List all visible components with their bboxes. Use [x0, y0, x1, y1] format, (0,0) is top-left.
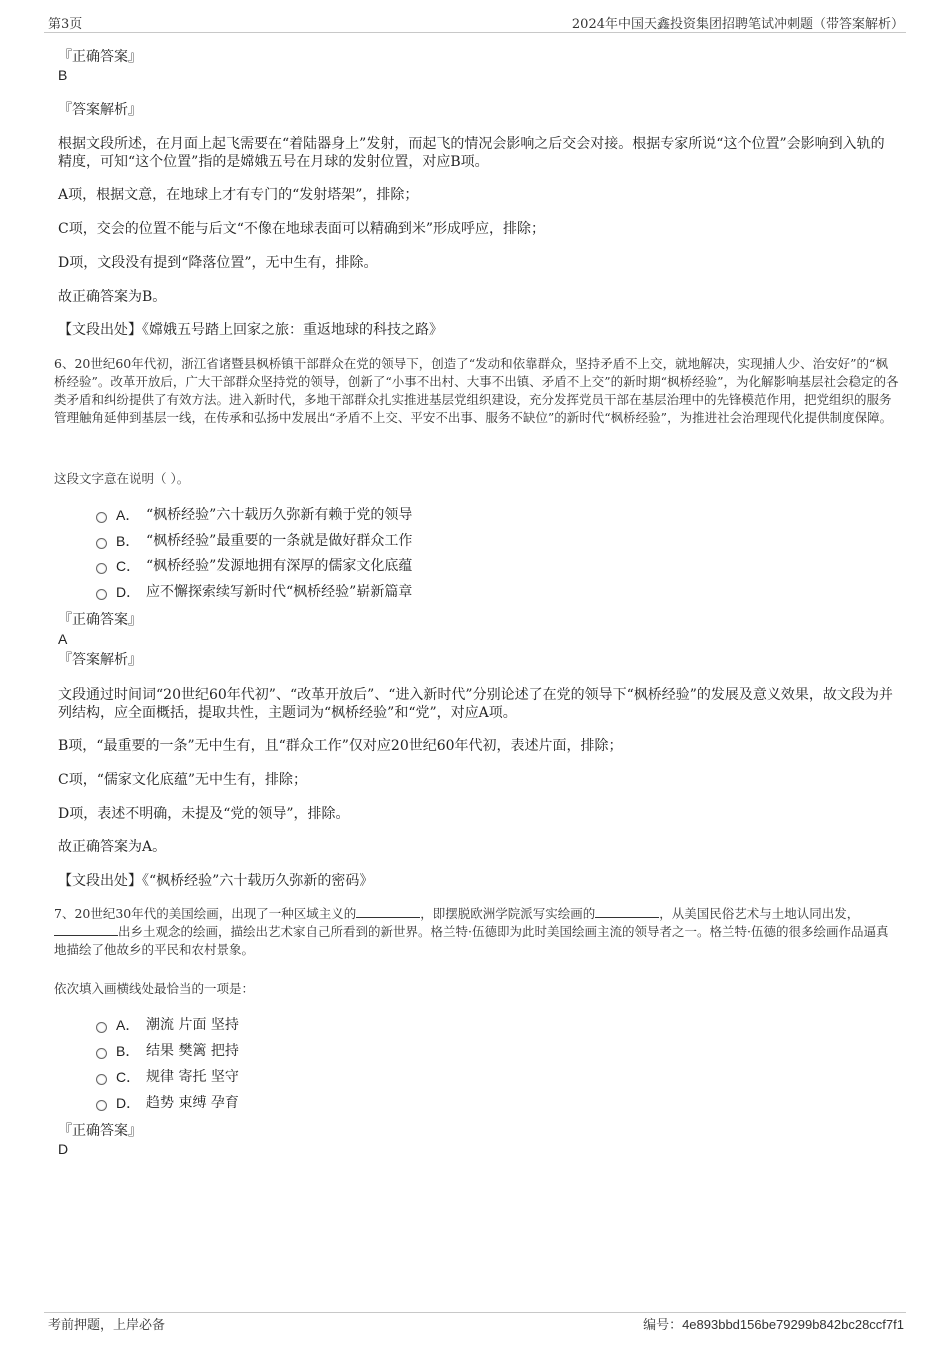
- question-text: 7、20世纪30年代的美国绘画，出现了一种区域主义的 ，即摆脱欧洲学院派写实绘画的 ，从美国民俗艺术与土地认同出发，出乡土观念的绘画，描绘出艺术家自己所看到的新世界。格兰特·伍德即为此时美国绘画主流的领导者之一。格兰特·伍德的很多绘画作品逼真地描绘了他故乡的平民和农村景象。: [54, 906, 889, 957]
- radio-button[interactable]: [96, 1048, 107, 1059]
- question-prompt: 这段文字意在说明（ ）。: [54, 471, 190, 486]
- analysis-paragraph: C项，交会的位置不能与后文“不像在地球表面可以精确到米”形成呼应，排除；: [58, 221, 546, 237]
- radio-button[interactable]: [96, 512, 107, 523]
- header-divider: [44, 32, 906, 33]
- footer-divider: [44, 1312, 906, 1313]
- option-b[interactable]: B． “枫桥经验”最重要的一条就是做好群众工作: [96, 532, 412, 550]
- analysis-paragraph: 根据文段所述，在月面上起飞需要在“着陆器身上”发射，而起飞的情况会影响之后交会对接。根据专家所说“这个位置”会影响到入轨的精度，可知“这个位置”指的是嫦娥五号在月球的发射位置，对应B项。: [58, 136, 885, 170]
- analysis-paragraph: A项，根据文意，在地球上才有专门的“发射塔架”，排除；: [58, 187, 419, 203]
- radio-button[interactable]: [96, 1074, 107, 1085]
- analysis-conclusion: 故正确答案为B。: [58, 289, 167, 305]
- answer-value: B: [58, 67, 68, 83]
- analysis-label: 『答案解析』: [58, 652, 142, 668]
- document-id: 编号：4e893bbd156be79299b842bc28ccf7f1: [643, 1317, 904, 1332]
- question-prompt: 依次填入画横线处最恰当的一项是：: [54, 981, 255, 996]
- source-citation: 【文段出处】《“枫桥经验”六十载历久弥新的密码》: [58, 873, 374, 889]
- fill-blank: [595, 905, 659, 918]
- question-text: 6、20世纪60年代初，浙江省诸暨县枫桥镇干部群众在党的领导下，创造了“发动和依靠群众，坚持矛盾不上交，就地解决，实现捕人少、治安好”的“枫桥经验”。改革开放后，广大干部群众坚持党的领导，创新了“小事不出村、大事不出镇、矛盾不上交”的新时期“枫桥经验”，为化解影响基层社会稳定的各类矛盾和纠纷提供了有效方法。进入新时代，多地干部群众扎实推进基层党组织建设，充分发挥党员干部在基层治理中的先锋模范作用，把党组织的服务管理触角延伸到基层一线，在传承和弘扬中发展出“矛盾不上交、平安不出事、服务不缺位”的新时代“枫桥经验”，为推进社会治理现代化提供制度保障。: [54, 356, 899, 425]
- radio-button[interactable]: [96, 1022, 107, 1033]
- fill-blank: [356, 905, 420, 918]
- radio-button[interactable]: [96, 538, 107, 549]
- fill-blank: [54, 923, 118, 936]
- option-c[interactable]: C． “枫桥经验”发源地拥有深厚的儒家文化底蕴: [96, 557, 412, 575]
- source-citation: 【文段出处】《嫦娥五号踏上回家之旅：重返地球的科技之路》: [58, 322, 443, 338]
- document-title: 2024年中国天鑫投资集团招聘笔试冲刺题（带答案解析）: [571, 17, 904, 32]
- answer-label: 『正确答案』: [58, 49, 142, 65]
- answer-label: 『正确答案』: [58, 1123, 142, 1139]
- answer-value: D: [58, 1141, 69, 1157]
- radio-button[interactable]: [96, 563, 107, 574]
- analysis-conclusion: 故正确答案为A。: [58, 839, 167, 855]
- page-number: 第3页: [48, 17, 83, 32]
- answer-value: A: [58, 631, 68, 647]
- radio-button[interactable]: [96, 1100, 107, 1111]
- option-b[interactable]: B． 结果 樊篱 把持: [96, 1042, 239, 1060]
- analysis-paragraph: D项，表述不明确，未提及“党的领导”，排除。: [58, 806, 350, 822]
- option-a[interactable]: A． 潮流 片面 坚持: [96, 1016, 239, 1034]
- footer-slogan: 考前押题，上岸必备: [48, 1318, 166, 1333]
- analysis-paragraph: 文段通过时间词“20世纪60年代初”、“改革开放后”、“进入新时代”分别论述了在党的领导下“枫桥经验”的发展及意义效果，故文段为并列结构，应全面概括，提取共性，主题词为“枫桥经验”和“党”，对应A项。: [58, 687, 893, 721]
- analysis-paragraph: D项，文段没有提到“降落位置”，无中生有，排除。: [58, 255, 378, 271]
- option-d[interactable]: D． 应不懈探索续写新时代“枫桥经验”崭新篇章: [96, 583, 412, 601]
- option-a[interactable]: A． “枫桥经验”六十载历久弥新有赖于党的领导: [96, 506, 412, 524]
- analysis-paragraph: B项，“最重要的一条”无中生有，且“群众工作”仅对应20世纪60年代初，表述片面，排除；: [58, 738, 623, 754]
- analysis-label: 『答案解析』: [58, 102, 142, 118]
- radio-button[interactable]: [96, 589, 107, 600]
- option-c[interactable]: C． 规律 寄托 坚守: [96, 1068, 239, 1086]
- option-d[interactable]: D． 趋势 束缚 孕育: [96, 1094, 239, 1112]
- analysis-paragraph: C项，“儒家文化底蕴”无中生有，排除；: [58, 772, 308, 788]
- answer-label: 『正确答案』: [58, 612, 142, 628]
